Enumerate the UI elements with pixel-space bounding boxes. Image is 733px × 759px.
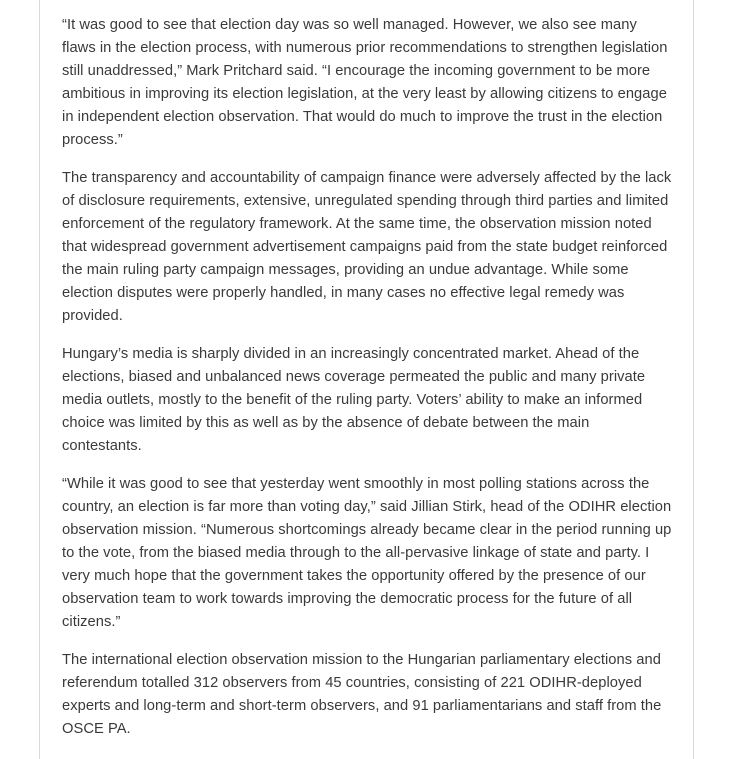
paragraph-stirk-quote: “While it was good to see that yesterday went smoothly in most polling stations across the country, an election is far more than voting day,” said Jillian Stirk, head of the ODIHR election observation mission. “Numerous shortcomings already became clear in the period running up to the vote, from the biased media through to the all-pervasive linkage of state and party. I very much hope that the government takes the opportunity offered by the presence of our observation team to work towards improving the democratic process for the future of all citizens.” [62,476,672,630]
paragraph-media: Hungary’s media is sharply divided in an increasingly concentrated market. Ahead of the elections, biased and unbalanced news coverage permeated the public and many private media outlets, mostly to the benefit of the ruling party. Voters’ ability to make an informed choice was limited by this as well as by the absence of debate between the main contestants. [62,346,646,454]
paragraph-mission-composition: The international election observation mission to the Hungarian parliamentary elections and referendum totalled 312 observers from 45 countries, consisting of 221 ODIHR-deployed experts and long-term and short-term observers, and 91 parliamentarians and staff from the OSCE PA. [62,652,662,737]
article-frame [39,0,694,759]
paragraph-campaign-finance: The transparency and accountability of campaign finance were adversely affected by the lack of disclosure requirements, extensive, unregulated spending through third parties and limited enforcement of the regulatory framework. At the same time, the observation mission noted that widespread government advertisement campaigns paid from the state budget reinforced the main ruling party campaign messages, providing an undue advantage. While some election disputes were properly handled, in many cases no effective legal remedy was provided. [62,170,672,324]
paragraph-pritchard-quote: “It was good to see that election day was so well managed. However, we also see many flaws in the election process, with numerous prior recommendations to strengthen legislation still unaddressed,” Mark Pritchard said. “I encourage the incoming government to be more ambitious in improving its election legislation, at the very least by allowing citizens to engage in independent election observation. That would do much to improve the trust in the election process.” [62,17,668,148]
article-body [62,14,672,756]
